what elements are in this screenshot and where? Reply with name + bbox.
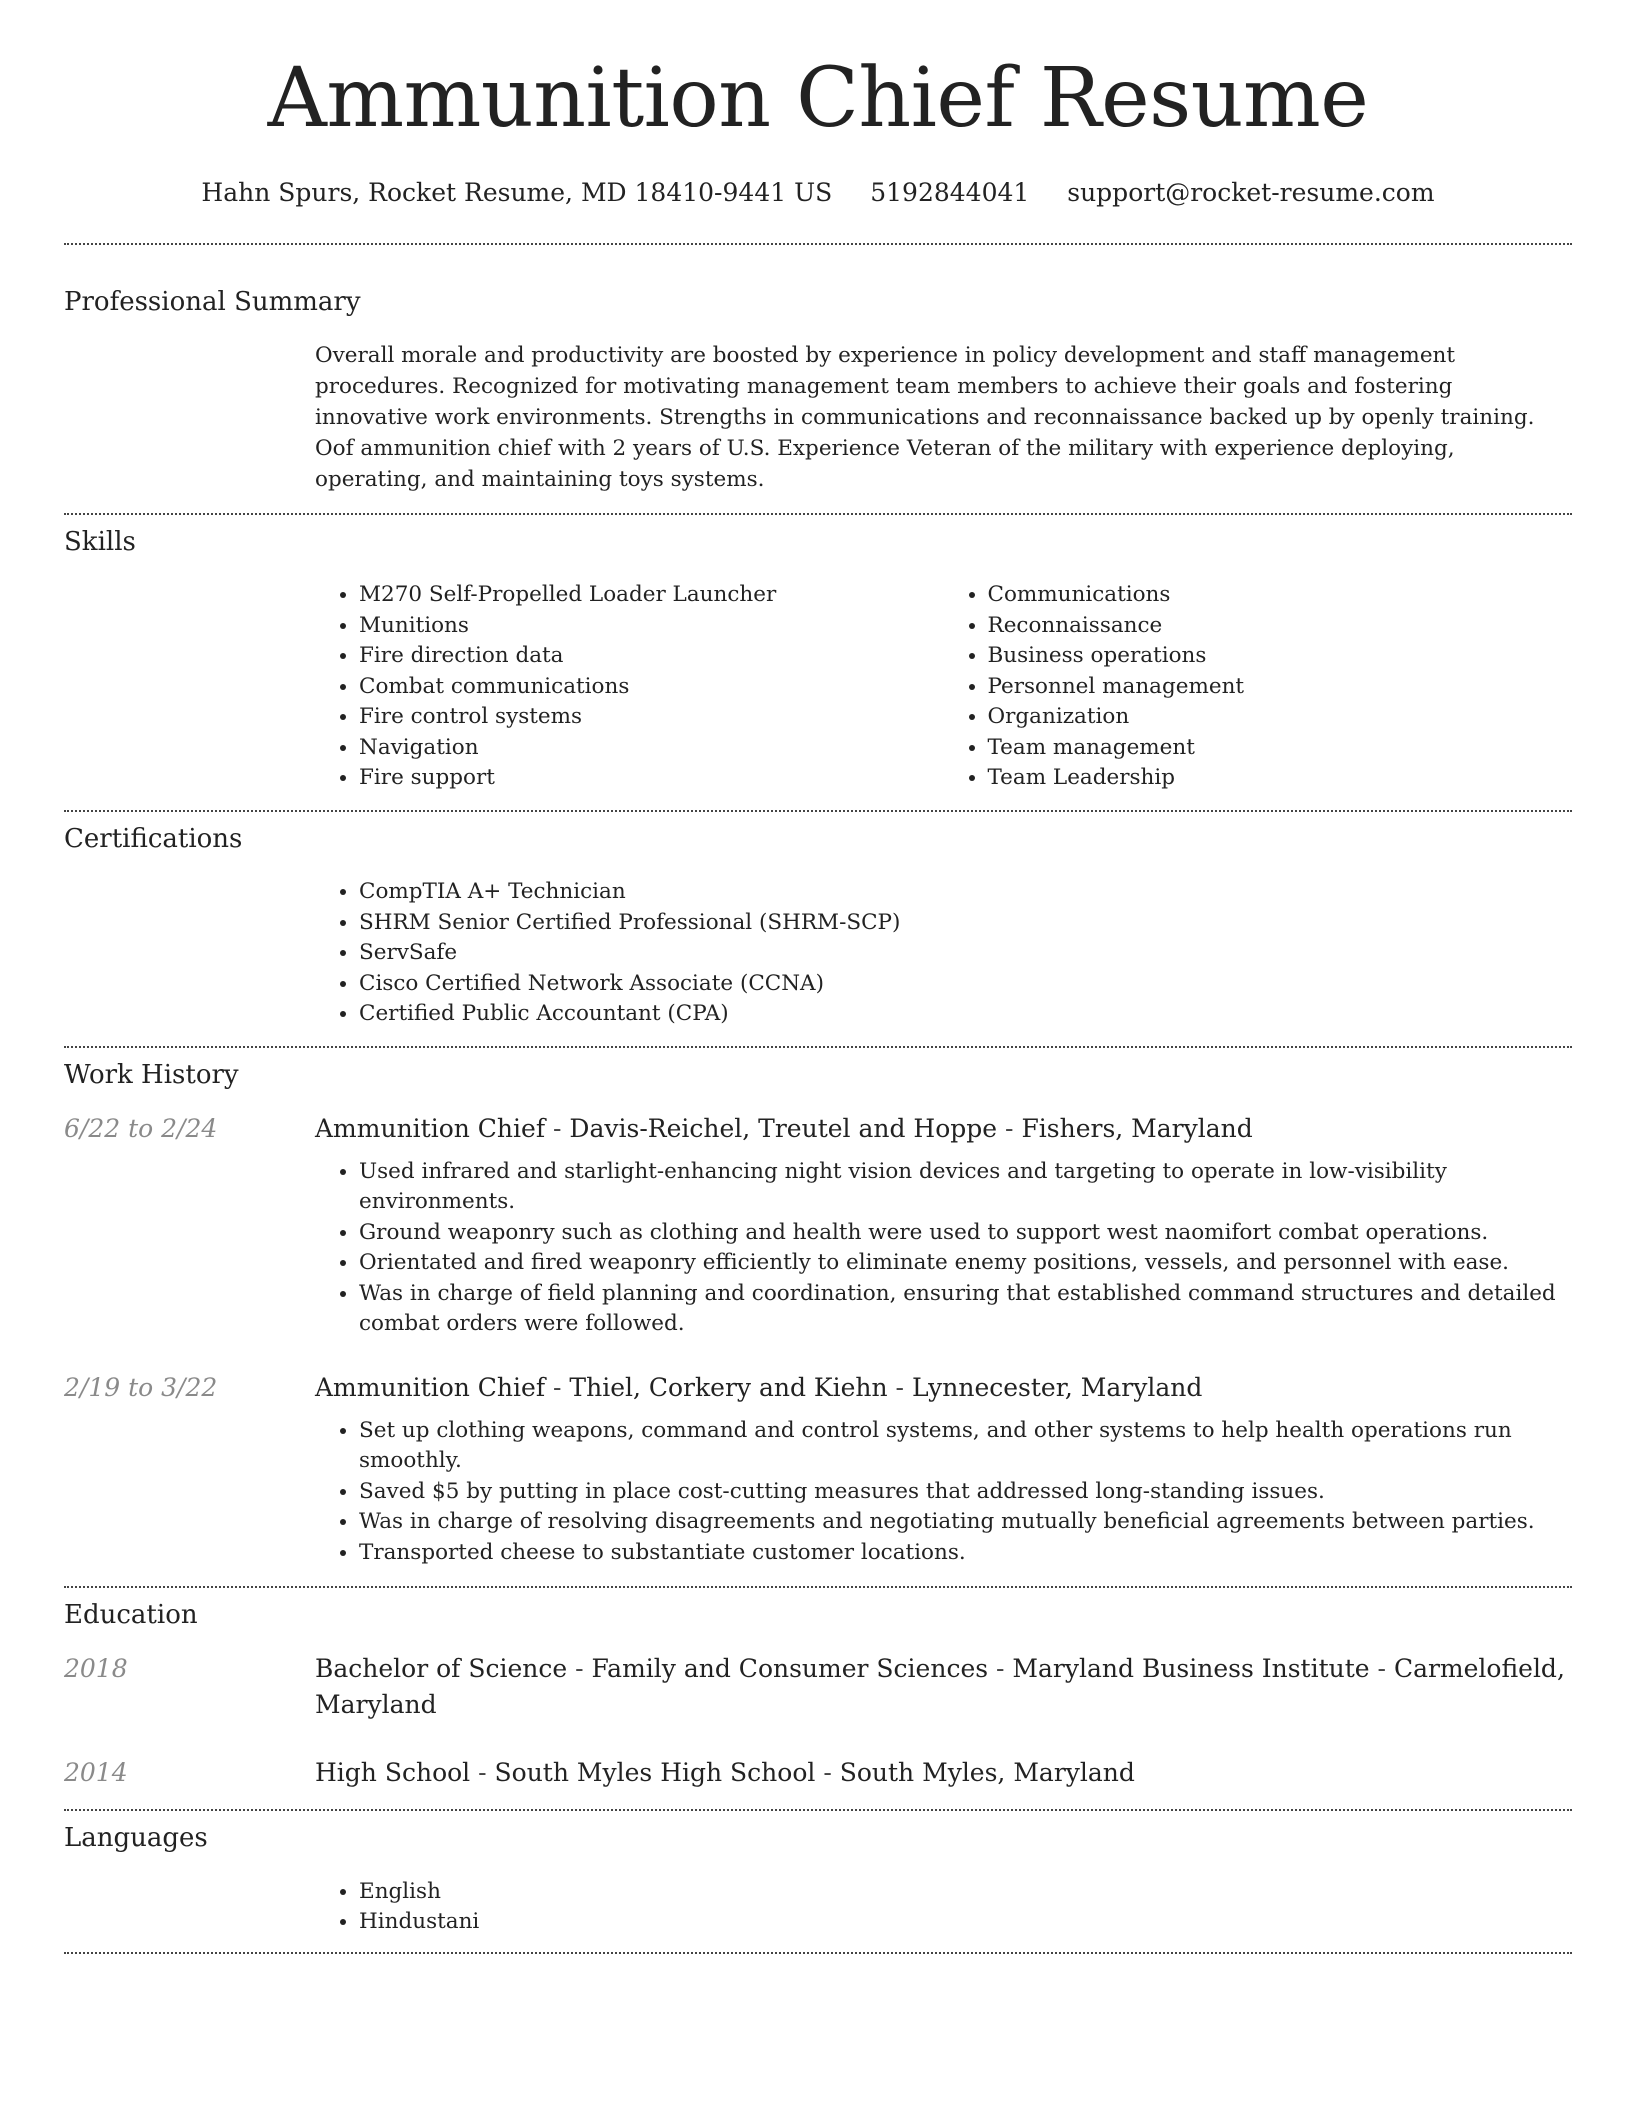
education-entry [64,1755,1572,1791]
job-bullets [315,1157,1572,1340]
skills-list-left [315,580,944,794]
section-title-work-history: Work History [64,1059,239,1090]
job-entry [64,1370,1572,1406]
job-dates: 2/19 to 3/22 [64,1372,218,1402]
education-degree: Bachelor of Science [315,1654,568,1684]
skill-item: • Communications [988,580,1573,611]
section-divider [64,1586,1572,1588]
job-heading [315,1111,1572,1147]
skill-item: • Fire direction data [359,641,944,672]
education-year: 2014 [64,1758,128,1788]
certifications-list [315,877,1572,1030]
skill-item: • Munitions [359,611,944,642]
job-bullet: • Ground weaponry such as clothing and health were used to support west naomifort combat operations. [359,1218,1572,1249]
education-location: Carmelofield, Maryland [315,1654,1565,1720]
language-item: • Hindustani [359,1907,1572,1938]
job-bullet: • Orientated and fired weaponry efficiently to eliminate enemy positions, vessels, and personnel with ease. [359,1248,1572,1279]
skill-item: • Fire control systems [359,702,944,733]
education-school: South Myles High School [494,1758,816,1788]
skill-item: • Team management [988,733,1573,764]
separator: - [470,1758,495,1788]
skill-item: • Reconnaissance [988,611,1573,642]
job-bullet: • Was in charge of field planning and coordination, ensuring that established command structures and detailed combat orders were followed. [359,1279,1572,1340]
job-company: Thiel, Corkery and Kiehn [569,1372,888,1402]
separator: - [997,1113,1022,1143]
education-year: 2018 [64,1654,128,1684]
separator: - [545,1372,570,1402]
education-location: South Myles, Maryland [839,1758,1135,1788]
education-degree: High School [315,1758,471,1788]
job-bullet: • Was in charge of resolving disagreements and negotiating mutually beneficial agreements between parties. [359,1507,1572,1538]
certification-item: • SHRM Senior Certified Professional (SHRM-SCP) [359,908,1572,939]
section-title-summary: Professional Summary [64,287,361,317]
skill-item: • Navigation [359,733,944,764]
certification-item: • CompTIA A+ Technician [359,877,1572,908]
job-bullet: • Transported cheese to substantiate customer locations. [359,1538,1572,1569]
skill-item: • Business operations [988,641,1573,672]
job-heading [315,1370,1572,1406]
skill-item: • Fire support [359,763,944,794]
separator: - [1369,1654,1394,1684]
certification-item: • Cisco Certified Network Associate (CCNA) [359,969,1572,1000]
skill-item: • M270 Self-Propelled Loader Launcher [359,580,944,611]
contact-line [64,178,1572,208]
education-field: Family and Consumer Sciences [591,1654,989,1684]
separator: - [815,1758,840,1788]
separator: - [567,1654,592,1684]
contact-phone: 5192844041 [870,178,1030,207]
education-heading [315,1755,1572,1791]
separator: - [887,1372,912,1402]
languages-list [315,1877,1572,1938]
job-bullet: • Saved $5 by putting in place cost-cutting measures that addressed long-standing issues. [359,1477,1572,1508]
language-item: • English [359,1877,1572,1908]
resume-page [64,0,1572,1954]
job-role: Ammunition Chief [315,1372,546,1402]
education-heading [315,1651,1572,1723]
section-title-education: Education [64,1600,198,1631]
section-divider [64,1046,1572,1048]
summary-text: Overall morale and productivity are boosted by experience in policy development and staff management procedures. Recognized for motivating management team members to achieve their goals and fostering innovative work environments. Strengths in communications and reconnaissance backed up by openly training. Oof ammunition chief with 2 years of U.S. Experience Veteran of the military with experience deploying, operating, and maintaining toys systems. [315,343,1535,493]
job-dates: 6/22 to 2/24 [64,1113,218,1143]
separator: - [545,1113,570,1143]
certification-item: • ServSafe [359,938,1572,969]
education-school: Maryland Business Institute [1012,1654,1370,1684]
skill-item: • Personnel management [988,672,1573,703]
job-role: Ammunition Chief [315,1113,546,1143]
job-location: Fishers, Maryland [1021,1113,1253,1143]
job-entry [64,1111,1572,1147]
section-divider [64,243,1572,245]
skill-item: • Team Leadership [988,763,1573,794]
job-location: Lynnecester, Maryland [911,1372,1203,1402]
job-company: Davis-Reichel, Treutel and Hoppe [569,1113,998,1143]
resume-title: Ammunition Chief Resume [267,51,1369,146]
skill-item: • Organization [988,702,1573,733]
contact-address: Hahn Spurs, Rocket Resume, MD 18410-9441 US [201,178,833,207]
education-entry [64,1651,1572,1723]
job-bullet: • Used infrared and starlight-enhancing night vision devices and targeting to operate in low-visibility environments. [359,1157,1572,1218]
job-bullet: • Set up clothing weapons, command and control systems, and other systems to help health operations run smoothly. [359,1416,1572,1477]
skill-item: • Combat communications [359,672,944,703]
section-title-languages: Languages [64,1823,208,1854]
job-bullets [315,1416,1572,1569]
section-title-skills: Skills [64,527,136,558]
separator: - [988,1654,1013,1684]
certification-item: • Certified Public Accountant (CPA) [359,999,1572,1030]
section-divider [64,1952,1572,1954]
section-title-certifications: Certifications [64,823,243,854]
section-divider [64,1809,1572,1811]
contact-email: support@rocket-resume.com [1067,178,1435,207]
section-divider [64,810,1572,812]
section-divider [64,513,1572,515]
skills-list-right [944,580,1573,794]
